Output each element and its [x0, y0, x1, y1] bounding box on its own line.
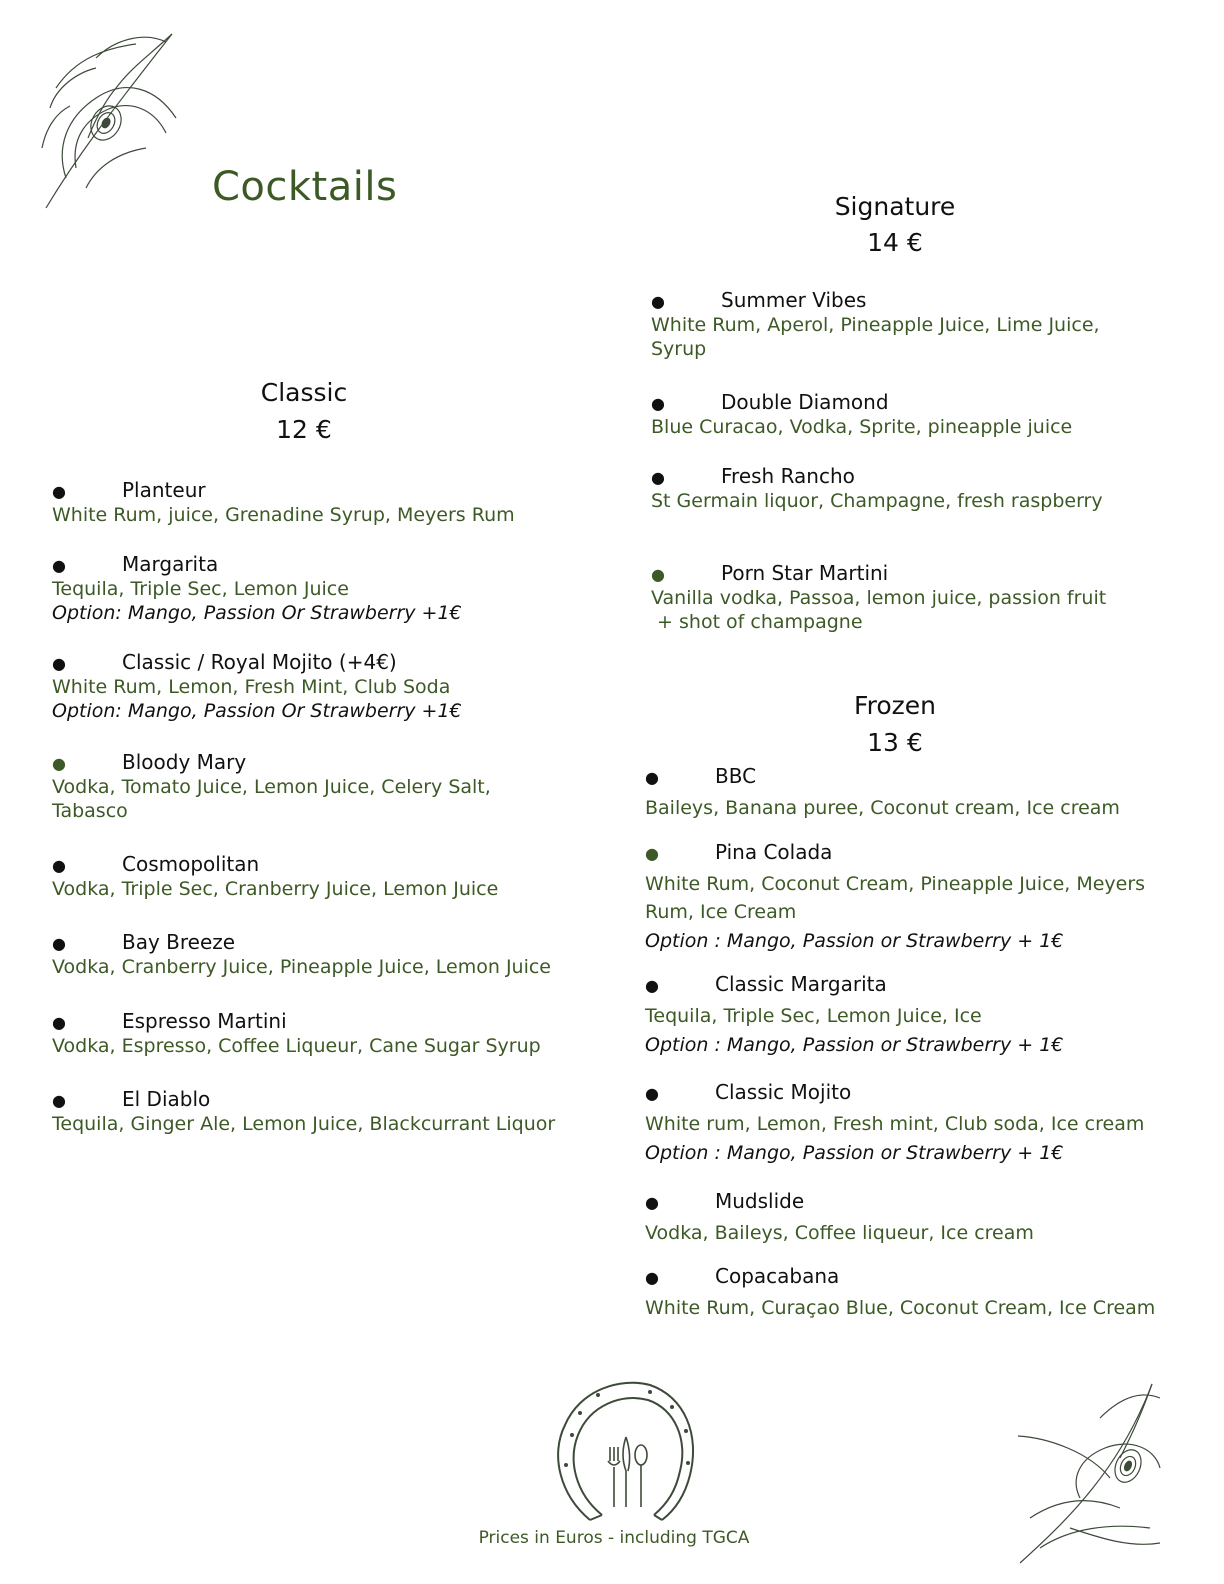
item-desc: Blue Curacao, Vodka, Sprite, pineapple juice [651, 416, 1073, 438]
list-item [645, 1189, 1034, 1247]
signature-price: 14 € [867, 228, 923, 257]
list-item [52, 750, 491, 823]
list-item [651, 390, 1072, 439]
item-desc-cont: Syrup [651, 338, 707, 360]
list-item [52, 1087, 555, 1136]
bullet: ● [645, 976, 659, 995]
list-item [52, 852, 498, 901]
list-item [645, 764, 1120, 822]
bullet: ● [645, 1084, 659, 1103]
bullet: ● [651, 565, 665, 584]
bullet: ● [52, 654, 66, 673]
classic-heading: Classic [260, 378, 348, 407]
bullet: ● [645, 1268, 659, 1287]
item-desc: Vodka, Tomato Juice, Lemon Juice, Celery Salt, [52, 776, 491, 798]
item-name: Pina Colada [715, 840, 833, 864]
item-desc: White Rum, Curaçao Blue, Coconut Cream, Ice Cream [645, 1297, 1156, 1319]
item-name: Bloody Mary [122, 750, 247, 774]
item-name: BBC [715, 764, 757, 788]
item-name: Mudslide [715, 1189, 805, 1213]
item-option: Option: Mango, Passion Or Strawberry +1€ [52, 700, 462, 722]
item-desc: Tequila, Ginger Ale, Lemon Juice, Blackcurrant Liquor [52, 1113, 556, 1135]
item-desc: White Rum, juice, Grenadine Syrup, Meyers Rum [52, 504, 515, 526]
list-item [52, 930, 551, 979]
list-item [645, 840, 1145, 956]
list-item [645, 1264, 1155, 1322]
item-name: Summer Vibes [721, 288, 867, 312]
list-item [52, 552, 462, 626]
frozen-heading: Frozen [854, 691, 936, 720]
item-option: Option : Mango, Passion or Strawberry + 1€ [645, 1034, 1064, 1056]
bullet: ● [651, 292, 665, 311]
item-name: Classic Mojito [715, 1080, 852, 1104]
bullet: ● [52, 754, 66, 773]
frozen-price: 13 € [867, 728, 923, 757]
item-name: Fresh Rancho [721, 464, 855, 488]
list-item [52, 1009, 541, 1058]
item-option: Option : Mango, Passion or Strawberry + 1€ [645, 930, 1064, 952]
item-desc: Baileys, Banana puree, Coconut cream, Ice cream [645, 797, 1120, 819]
list-item [651, 561, 1106, 634]
item-option: Option: Mango, Passion Or Strawberry +1€ [52, 602, 462, 624]
footer-note: Prices in Euros - including TGCA [478, 1528, 750, 1548]
item-name: Cosmopolitan [122, 852, 260, 876]
bullet: ● [52, 1091, 66, 1110]
item-name: Bay Breeze [122, 930, 236, 954]
item-desc: White Rum, Aperol, Pineapple Juice, Lime Juice, [651, 314, 1100, 336]
item-desc: White rum, Lemon, Fresh mint, Club soda, Ice cream [645, 1113, 1145, 1135]
item-desc: Tequila, Triple Sec, Lemon Juice [52, 578, 349, 600]
list-item [651, 464, 1103, 513]
horseshoe-cutlery-logo [550, 1375, 700, 1525]
bullet: ● [645, 844, 659, 863]
item-name: Margarita [122, 552, 219, 576]
item-name: Double Diamond [721, 390, 889, 414]
item-desc-cont: Rum, Ice Cream [645, 901, 797, 923]
item-desc: Tequila, Triple Sec, Lemon Juice, Ice [645, 1005, 982, 1027]
item-desc-cont: + shot of champagne [651, 611, 863, 633]
bullet: ● [52, 934, 66, 953]
item-desc-cont: Tabasco [52, 800, 128, 822]
item-desc: Vanilla vodka, Passoa, lemon juice, passion fruit [651, 587, 1107, 609]
item-name: Classic Margarita [715, 972, 887, 996]
list-item [651, 288, 1141, 361]
item-name: Planteur [122, 478, 206, 502]
peacock-feather-icon [36, 28, 186, 218]
bullet: ● [645, 1193, 659, 1212]
list-item [52, 478, 515, 527]
item-desc: White Rum, Coconut Cream, Pineapple Juice, Meyers [645, 873, 1146, 895]
bullet: ● [52, 556, 66, 575]
list-item [645, 1080, 1144, 1168]
classic-price: 12 € [276, 415, 332, 444]
item-desc: Vodka, Cranberry Juice, Pineapple Juice, Lemon Juice [52, 956, 552, 978]
item-name: Espresso Martini [122, 1009, 287, 1033]
bullet: ● [52, 482, 66, 501]
item-name: El Diablo [122, 1087, 211, 1111]
bullet: ● [651, 468, 665, 487]
item-desc: Vodka, Triple Sec, Cranberry Juice, Lemon Juice [52, 878, 499, 900]
item-desc: St Germain liquor, Champagne, fresh raspberry [651, 490, 1103, 512]
item-desc: Vodka, Espresso, Coffee Liqueur, Cane Sugar Syrup [52, 1035, 541, 1057]
item-name: Copacabana [715, 1264, 840, 1288]
bullet: ● [651, 394, 665, 413]
item-name: Porn Star Martini [721, 561, 889, 585]
page-title: Cocktails [212, 164, 398, 210]
item-name: Classic / Royal Mojito (+4€) [122, 650, 397, 674]
bullet: ● [52, 1013, 66, 1032]
item-desc: Vodka, Baileys, Coffee liqueur, Ice cream [645, 1222, 1034, 1244]
item-option: Option : Mango, Passion or Strawberry + 1€ [645, 1142, 1064, 1164]
bullet: ● [645, 768, 659, 787]
bullet: ● [52, 856, 66, 875]
signature-heading: Signature [834, 192, 956, 221]
item-desc: White Rum, Lemon, Fresh Mint, Club Soda [52, 676, 451, 698]
list-item [52, 650, 462, 724]
list-item [645, 972, 1063, 1060]
